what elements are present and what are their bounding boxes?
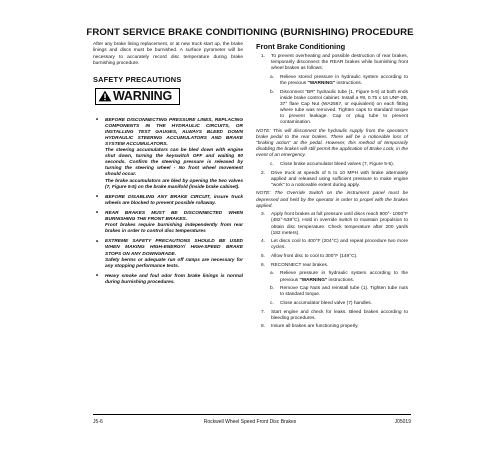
footer-section-title: Rockwell Wheel Speed Front Disc Brakes [203,419,297,425]
precaution-heading: BEFORE DISABLING ANY BRAKE CIRCUIT, insure truck wheels are blocked to prevent possible rollaway. [105,194,243,206]
page-title: FRONT SERVICE BRAKE CONDITIONING (BURNISHING) PROCEDURE [86,27,414,38]
warning-triangle-icon [98,90,112,102]
note-2: NOTE: The Override Switch on the instrument panel must be depressed and held by the operator in order to propel with the brakes applied. [256,191,408,209]
footer-doc-code: J05019 [394,419,411,425]
step-3: 3. Apply front brakes at full pressure until discs reach 900°- 1000°F (482°-538°C). Hold in override switch to maintain propulsion to obtain disc temperature. Check temperature after 200 yards (182 meters). [261,212,408,236]
note-1: NOTE: This will disconnect the hydraulic supply from the operator's brake pedal to the rear brakes. There will be a noticeable loss of "braking action" at the pedal. However, this method of temporarily disabling the brakes will still permit the application of Brake Lock, in the event of an emergency. [256,128,408,159]
precaution-detail: The brake accumulators are bled by opening the two valves (7, Figure 5-5) on the brake manifold (inside brake cabinet). [105,178,243,190]
step-2: 2. Drive truck at speeds of 5 to 10 MPH with brake alternately applied and released using sufficient pressure to make engine "work" to a noticeable extent during apply. [261,170,408,188]
list-item [93,211,243,235]
list-item [93,239,243,269]
step-1: 1. To prevent overheating and possible destruction of rear brakes, temporarily disconnect the REAR brakes while burnishing front wheel brakes as follows: [261,54,408,72]
precaution-heading: REAR BRAKES MUST BE DISCONNECTED WHEN BURNISHING THE FRONT BRAKES. [105,210,243,223]
step-6a: a. Relieve pressure in hydraulic system according to the previous "WARNING" instructions. [270,271,408,283]
step-5: 5. Allow front disc to cool to 300°F (149°C). [261,254,358,260]
footer-divider [93,414,411,415]
step-6c: c. Close accumulator bleed valve (7) handles. [270,301,372,306]
warning-banner [95,88,180,105]
warning-label: WARNING [113,89,173,104]
left-column [93,42,243,290]
list-item [93,118,243,191]
footer-page-number: J5-6 [93,419,103,425]
step-1c: c. Close brake accumulator bleed valves (7, Figure 5-5). [270,161,395,167]
right-column [256,42,408,333]
precaution-heading: BEFORE DISCONNECTING PRESSURE LINES, REPLACING COMPONENTS IN THE HYDRAULIC CIRCUITS, OR INSTALLING TEST GAUGES, ALWAYS BLEED DOWN HYDRAULIC STEERING ACCUMULATORS AND BRAKE SYSTEM ACCUMULATORS. [105,117,243,147]
step-4: 4. Let discs cool to 400°F (204°C) and repeat procedure two more cycles. [261,239,408,251]
intro-paragraph: After any brake lining replacement, or at new truck start up, the brake linings and discs must be burnished. A surface pyrometer will be necessary to accurately record disc temperature during brake burnishing procedure. [93,42,243,67]
precaution-heading: EXTREME SAFETY PRECAUTIONS SHOULD BE USED WHEN MAKING HIGH-ENERGY/ HIGH-SPEED BRAKE STOPS ON ANY DOWNGRADE. [105,239,243,257]
bullet-icon: • [96,117,99,124]
safety-heading: SAFETY PRECAUTIONS [93,74,182,84]
list-item [93,274,243,286]
step-1a: a. Relieve stored pressure in hydraulic system according to the previous "WARNING" instructions. [270,74,408,86]
step-6: 6. RECONNECT rear brakes. [261,262,329,268]
front-brake-conditioning-heading: Front Brake Conditioning [256,42,346,51]
step-1b: b. Disconnect "BR" hydraulic tube (1, Figure 5-5) at both ends inside brake control cabinet. Install a #8, 0.75 x 16 UNF-2B, 37° flare Cap Nut (WA2567, or equivalent) on each fitting where tube was removed. Tighten caps to standard torque to prevent leakage. Cap or plug tube to prevent contamination. [270,89,408,126]
step-6b: b. Remove Cap Nuts and reinstall tube (1). Tighten tube nuts to standard torque. [270,286,408,298]
bullet-icon: • [96,194,99,201]
step-8: 8. Insure all brakes are functioning properly. [261,324,359,330]
precaution-detail: Safety berms or adequate run off ramps are necessary for any stopping performance tests. [105,257,243,269]
step-7: 7. Start engine and check for leaks. Bleed brakes according to bleeding procedures. [261,309,408,321]
list-item [93,195,243,207]
precaution-heading: Heavy smoke and foul odor from brake linings is normal during burnishing procedures. [105,273,243,285]
safety-precautions-list [93,118,243,286]
bullet-icon: • [96,210,99,217]
precaution-detail: Front brakes require burnishing independently from rear brakes in order to control disc temperatures [105,223,243,235]
precaution-detail: The steering accumulators can be bled down with engine shut down, turning the keyswitch OFF and waiting 90 seconds. Confirm the steering pressure is released by turning the steering wheel - No front wheel movement should occur. [105,148,243,178]
bullet-icon: • [96,273,99,280]
bullet-icon: • [96,238,99,245]
